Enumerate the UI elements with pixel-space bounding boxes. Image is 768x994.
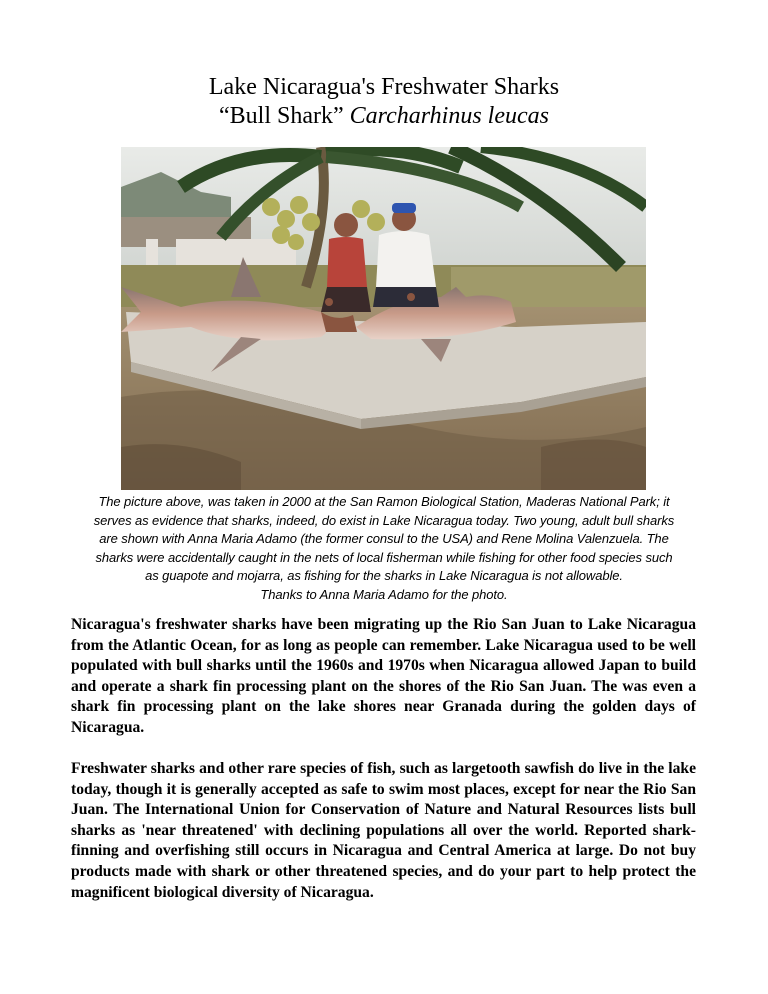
caption-line: sharks were accidentally caught in the nets of local fisherman while fishing for other food species such bbox=[95, 549, 673, 565]
caption-line: Thanks to Anna Maria Adamo for the photo. bbox=[260, 586, 508, 602]
caption-line: are shown with Anna Maria Adamo (the former consul to the USA) and Rene Molina Valenzuela. The bbox=[99, 531, 669, 547]
subtitle-common-name: “Bull Shark” bbox=[219, 103, 350, 129]
caption-line: serves as evidence that sharks, indeed, do exist in Lake Nicaragua today. Two young, adult bull sharks bbox=[93, 512, 675, 528]
shark-photo bbox=[121, 147, 646, 490]
caption-line: as guapote and mojarra, as fishing for the sharks in Lake Nicaragua is not allowable. bbox=[145, 568, 623, 584]
caption-line: The picture above, was taken in 2000 at the San Ramon Biological Station, Maderas National Park; it bbox=[98, 494, 670, 509]
page-subtitle bbox=[0, 102, 768, 130]
photo-caption bbox=[66, 493, 702, 605]
body-paragraph-2: Freshwater sharks and other rare species of fish, such as largetooth sawfish do live in the lake today, though it is generally accepted as safe to swim most places, except for near the Rio San Juan. The International Union for Conservation of Nature and Natural Resources lists bull sharks as 'near threatened' with declining populations all over the world. Reported shark- finning and overfishing still occurs in Nicaragua and Central America at large. Do not buy products made with shark or other threatened species, and do your part to help protect the magnificent biological diversity of Nicaragua. bbox=[71, 760, 696, 901]
subtitle-scientific-name: Carcharhinus leucas bbox=[349, 103, 549, 129]
page-title: Lake Nicaragua's Freshwater Sharks bbox=[208, 74, 560, 100]
body-paragraph-1: Nicaragua's freshwater sharks have been migrating up the Rio San Juan to Lake Nicaragua from the Atlantic Ocean, for as long as people can remember. Lake Nicaragua used to be well populated with bull sharks until the 1960s and 1970s when Nicaragua allowed Japan to build and operate a shark fin processing plant on the shores of the Rio San Juan. The was even a shark fin processing plant on the lake shores near Granada during the golden days of Nicaragua. bbox=[71, 616, 696, 736]
